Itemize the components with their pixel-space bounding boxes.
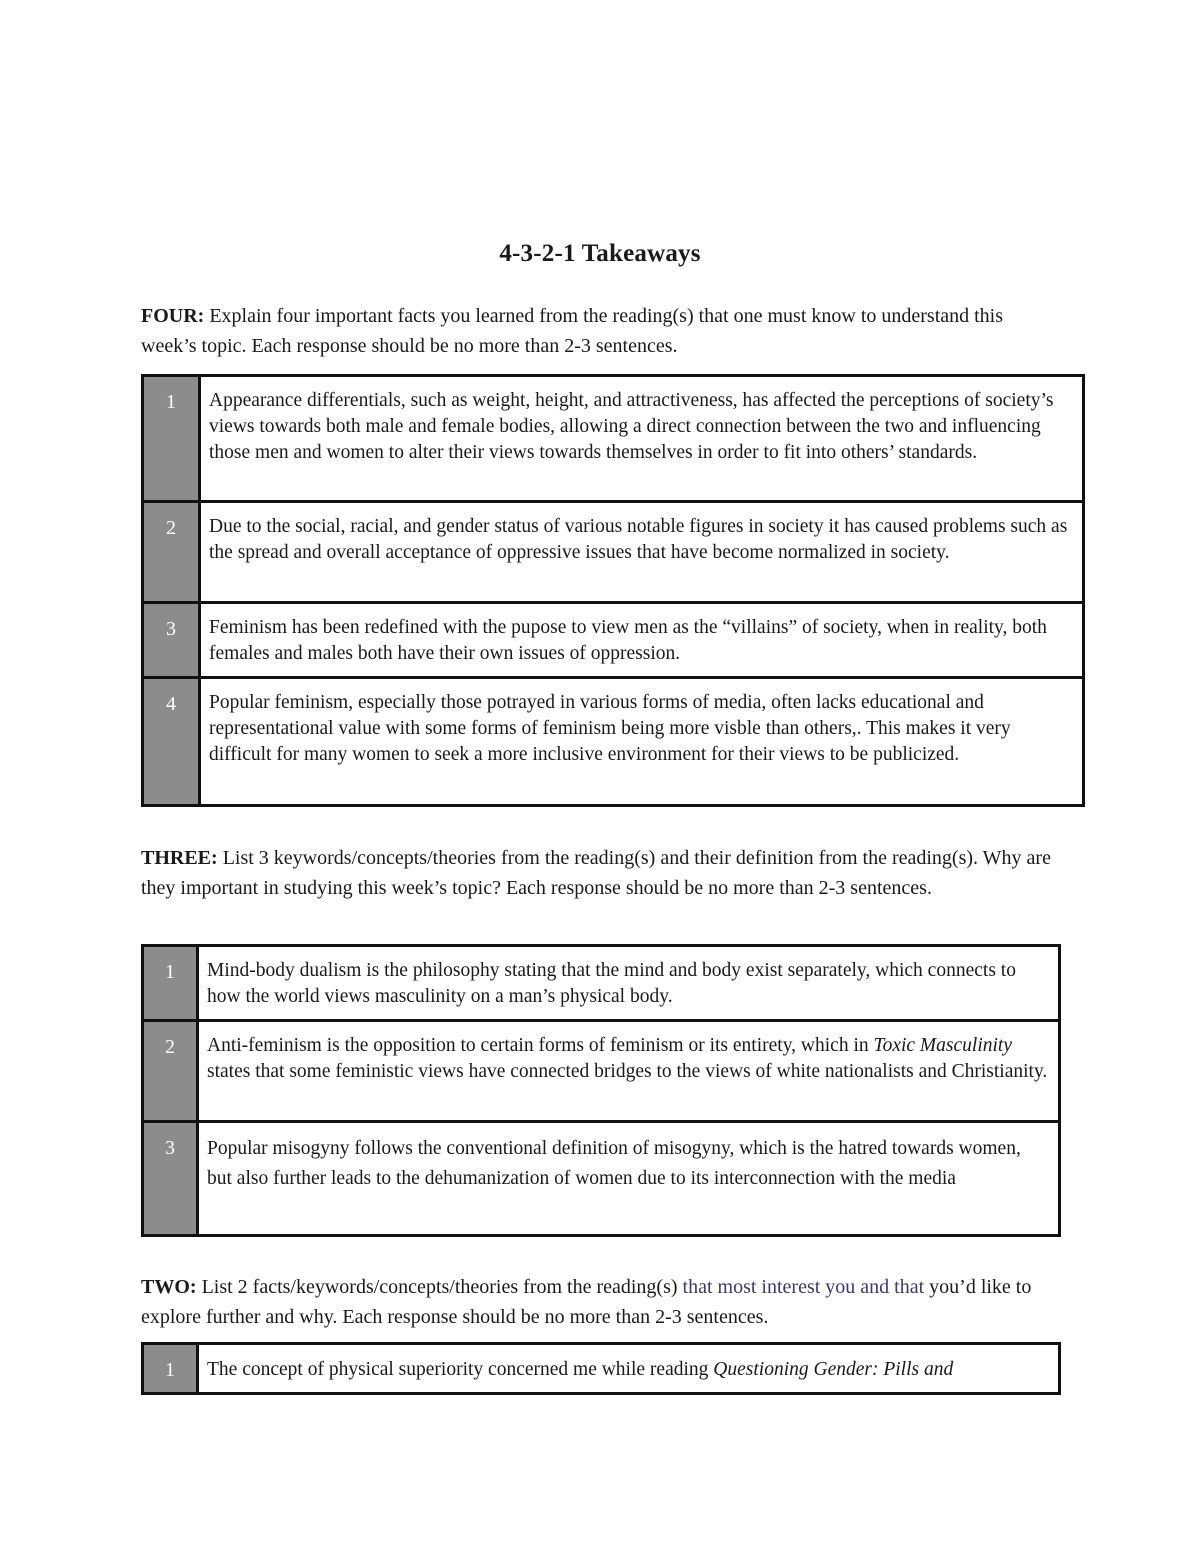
page-title: 4-3-2-1 Takeaways	[499, 240, 701, 267]
row-text-part: The concept of physical superiority concerned me while reading	[207, 1359, 714, 1380]
row-text	[198, 1021, 1060, 1122]
book-title: Toxic Masculinity	[873, 1035, 1012, 1056]
two-prompt-text: List 2 facts/keywords/concepts/theories from the reading(s)	[196, 1276, 683, 1298]
three-prompt-text: List 3 keywords/concepts/theories from the reading(s) and their definition from the reading(s). Why are they important in studying this week’s topic? Each response should be no more than 2-3 sentences.	[141, 847, 1051, 899]
row-number: 3	[143, 1122, 198, 1236]
table-row	[143, 502, 1084, 603]
row-number: 4	[143, 678, 200, 806]
row-text: Appearance differentials, such as weight, height, and attractiveness, has affected the perceptions of society’s views towards both male and female bodies, allowing a direct connection between the two and influencing those men and women to alter their views towards themselves in order to fit into others’ standards.	[200, 376, 1084, 502]
two-prompt	[141, 1272, 1061, 1332]
row-number: 1	[143, 946, 198, 1021]
four-table	[141, 374, 1085, 807]
row-number: 1	[143, 1344, 198, 1394]
table-row	[143, 946, 1060, 1021]
row-number: 1	[143, 376, 200, 502]
two-table	[141, 1342, 1061, 1395]
four-prompt	[141, 301, 1041, 361]
book-title: Questioning Gender: Pills and	[713, 1359, 954, 1380]
table-row	[143, 1122, 1060, 1236]
row-number: 2	[143, 502, 200, 603]
table-row	[143, 376, 1084, 502]
three-lead: THREE:	[141, 847, 218, 869]
two-lead: TWO:	[141, 1276, 197, 1298]
three-prompt	[141, 843, 1051, 903]
row-text: Feminism has been redefined with the pupose to view men as the “villains” of society, when in reality, both females and males both have their own issues of oppression.	[200, 603, 1084, 678]
row-text-part: states that some feministic views have connected bridges to the views of white nationalists and Christianity.	[207, 1061, 1048, 1082]
table-row	[143, 1344, 1060, 1394]
row-number: 3	[143, 603, 200, 678]
row-text-part: Anti-feminism is the opposition to certain forms of feminism or its entirety, which in	[207, 1035, 874, 1056]
three-table	[141, 944, 1061, 1237]
row-number: 2	[143, 1021, 198, 1122]
row-text	[198, 1344, 1060, 1394]
two-prompt-accent: that most interest you and that	[682, 1276, 925, 1298]
table-row	[143, 678, 1084, 806]
table-row	[143, 603, 1084, 678]
table-row	[143, 1021, 1060, 1122]
row-text: Due to the social, racial, and gender status of various notable figures in society it has caused problems such as the spread and overall acceptance of oppressive issues that have become normalized in society.	[200, 502, 1084, 603]
two-prompt-text: you’d like to explore further and why. Each response should be no more than 2-3 sentences.	[141, 1276, 1032, 1328]
row-text: Popular feminism, especially those potrayed in various forms of media, often lacks educational and representational value with some forms of feminism being more visble than others,. This makes it very difficult for many women to seek a more inclusive environment for their views to be publicized.	[200, 678, 1084, 806]
row-text: Mind-body dualism is the philosophy stating that the mind and body exist separately, which connects to how the world views masculinity on a man’s physical body.	[198, 946, 1060, 1021]
row-text: Popular misogyny follows the conventional definition of misogyny, which is the hatred towards women, but also further leads to the dehumanization of women due to its interconnection with the media	[198, 1122, 1060, 1236]
four-prompt-text: Explain four important facts you learned from the reading(s) that one must know to understand this week’s topic. Each response should be no more than 2-3 sentences.	[141, 305, 1004, 357]
four-lead: FOUR:	[141, 305, 205, 327]
